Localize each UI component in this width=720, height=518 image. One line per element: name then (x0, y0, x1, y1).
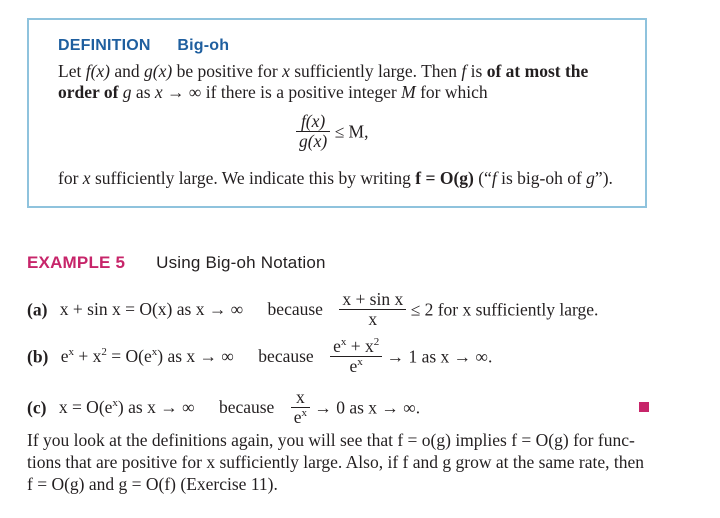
text: ) as x → ∞ (157, 346, 234, 367)
equation-rhs: → 0 as x → ∞. (314, 397, 421, 418)
text: x = O(e (58, 397, 113, 418)
example-title: Using Big-oh Notation (156, 253, 326, 272)
example-part-c (27, 388, 420, 428)
text: sufficiently large. We indicate this by writing (90, 168, 416, 188)
fraction (291, 388, 310, 428)
closing-line-2: tions that are positive for x sufficiently large. Also, if f and g grow at the same rate, then (27, 452, 645, 472)
text: be positive for (172, 61, 283, 81)
closing-line-3: f = O(g) and g = O(f) (Exercise 11). (27, 474, 278, 494)
math-f: f (491, 168, 497, 188)
definition-line-2 (58, 82, 488, 103)
text: ”). (594, 168, 613, 188)
equation-lhs: x + sin x = O(x) as x → ∞ (59, 299, 244, 320)
text: = O(e (106, 346, 152, 367)
equation-lhs (59, 397, 195, 417)
exponent: x (151, 346, 158, 359)
fraction-denominator: x (339, 309, 406, 329)
text: e (293, 407, 302, 428)
part-label: (b) (27, 346, 49, 367)
math-x: x (82, 168, 91, 188)
text: for which (415, 82, 488, 102)
arrow-infinity: → ∞ (162, 82, 206, 102)
text: is (466, 61, 487, 81)
text: and (110, 61, 145, 81)
text: ) as x → ∞ (117, 397, 195, 418)
exponent: x (112, 397, 118, 410)
example-part-a (27, 290, 598, 330)
text: is big-oh of (496, 168, 587, 188)
exponent: x (68, 346, 75, 359)
fraction-denominator: g(x) (296, 131, 330, 151)
math-gx: g(x) (144, 61, 173, 81)
math-g: g (586, 168, 595, 188)
equation-lhs (61, 346, 234, 366)
fraction-denominator (291, 407, 310, 427)
end-of-example-square-icon (639, 402, 649, 412)
math-fx: f(x) (85, 61, 110, 81)
bold-notation: f = O(g) (415, 168, 474, 188)
definition-formula (296, 112, 368, 152)
text: if there is a positive integer (205, 82, 402, 102)
exponent: x (301, 407, 307, 420)
example-part-b (27, 337, 492, 377)
bold-term: order of (58, 82, 119, 102)
text: sufficiently large. Then (289, 61, 462, 81)
math-M: M (401, 82, 416, 102)
exponent: x (340, 336, 347, 349)
part-label: (a) (27, 299, 48, 320)
definition-title: Big-oh (177, 37, 230, 54)
because-text: because (258, 346, 314, 367)
text: for (58, 168, 83, 188)
text: e (60, 346, 69, 367)
because-text: because (218, 397, 275, 418)
fraction (339, 290, 406, 330)
text: as (131, 82, 155, 102)
text: e (333, 336, 341, 356)
text: e (349, 356, 358, 377)
exponent: x (357, 356, 363, 369)
text: + x (346, 336, 374, 356)
bold-term: of at most the (486, 61, 589, 81)
equation-rhs: → 1 as x → ∞. (386, 346, 493, 367)
math-g: g (122, 82, 132, 102)
fraction-numerator: f(x) (300, 111, 326, 131)
fraction-numerator (330, 337, 382, 356)
text: Let (58, 61, 86, 81)
part-label: (c) (27, 397, 47, 418)
equation-rhs: ≤ 2 for x sufficiently large. (410, 299, 599, 320)
text: (“ (473, 168, 492, 188)
math-f: f (461, 61, 467, 81)
example-header (27, 253, 326, 273)
definition-line-1 (58, 61, 588, 82)
text: + x (74, 346, 102, 367)
definition-header (58, 37, 229, 55)
fraction (330, 337, 382, 377)
exponent: 2 (101, 346, 107, 359)
math-x: x (282, 61, 290, 81)
definition-label: DEFINITION (58, 37, 151, 54)
example-label: EXAMPLE 5 (27, 253, 126, 272)
exponent: 2 (373, 336, 380, 349)
fraction-numerator: x (295, 387, 305, 407)
inequality-rhs: ≤ M, (334, 121, 369, 142)
math-x: x (154, 82, 163, 102)
definition-line-last (58, 168, 613, 189)
because-text: because (267, 299, 323, 320)
closing-line-1: If you look at the definitions again, you will see that f = o(g) implies f = O(g) for func- (27, 430, 635, 450)
fraction (296, 112, 330, 152)
fraction-numerator: x + sin x (342, 289, 404, 309)
fraction-denominator (330, 356, 382, 376)
